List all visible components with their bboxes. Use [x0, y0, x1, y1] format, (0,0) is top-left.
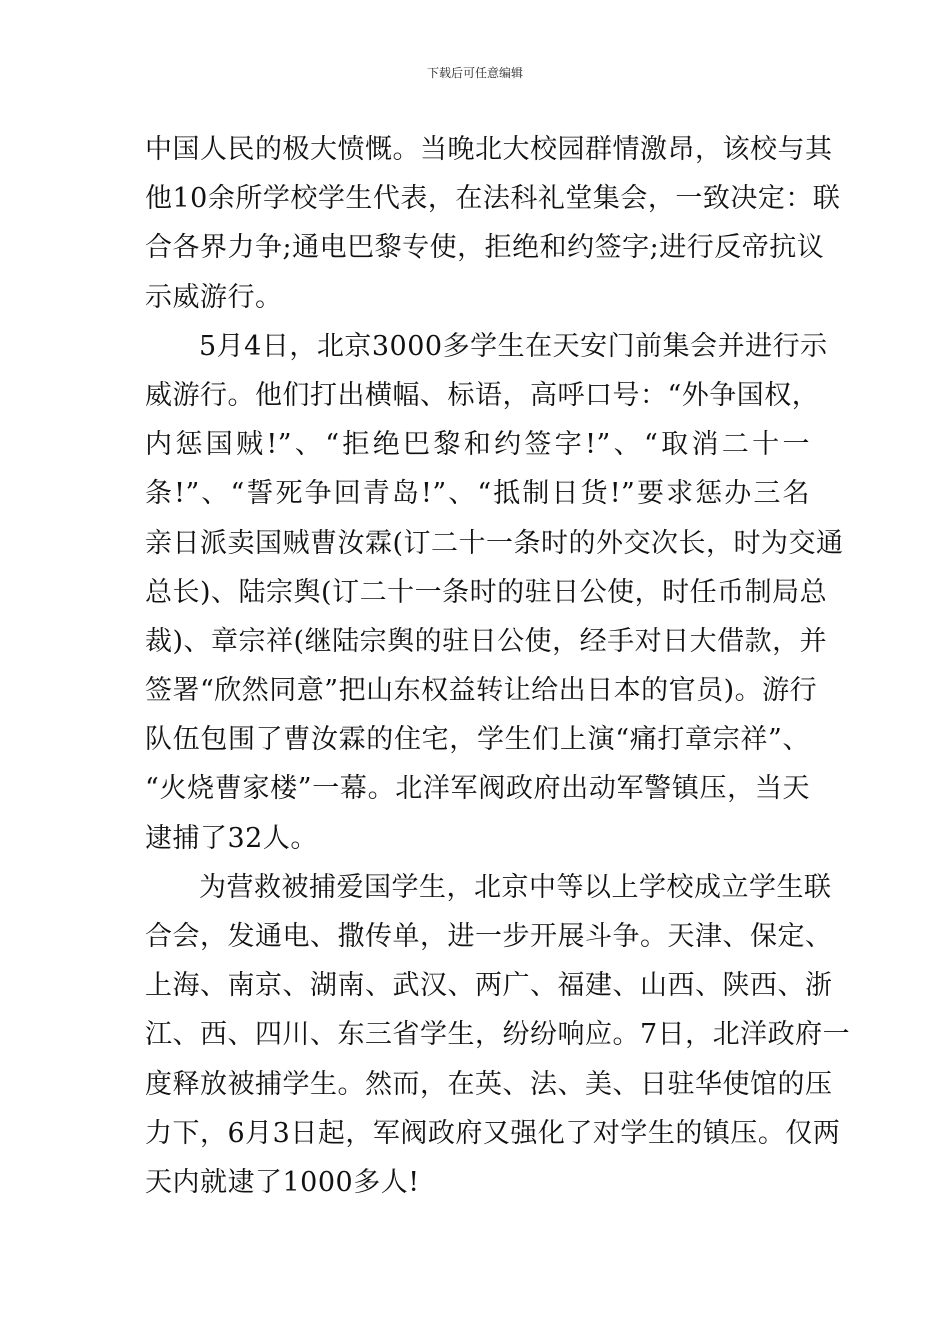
paragraph-3-line-7: 天内就逮了1000多人!: [145, 1166, 420, 1198]
paragraph-1-line-2: 他10余所学校学生代表，在法科礼堂集会，一致决定：联: [145, 183, 841, 215]
paragraph-2-line-10: “火烧曹家楼”一幕。北洋军阀政府出动军警镇压，当天: [145, 773, 810, 805]
paragraph-2-line-9: 队伍包围了曹汝霖的住宅，学生们上演“痛打章宗祥”、: [145, 724, 810, 756]
paragraph-3-line-5: 度释放被捕学生。然而，在英、法、美、日驻华使馆的压: [145, 1068, 833, 1100]
paragraph-3-line-4: 江、西、四川、东三省学生，纷纷响应。7日，北洋政府一: [145, 1019, 851, 1051]
document-body: [145, 125, 851, 1207]
page-header: 下载后可任意编辑: [426, 66, 523, 80]
paragraph-2-line-5: 亲日派卖国贼曹汝霖(订二十一条时的外交次长，时为交通: [145, 527, 844, 559]
paragraph-2-line-8: 签署“欣然同意”把山东权益转让给出日本的官员)。游行: [145, 675, 818, 707]
paragraph-1-line-4: 示威游行。: [145, 281, 283, 313]
paragraph-3-line-3: 上海、南京、湖南、武汉、两广、福建、山西、陕西、浙: [145, 970, 833, 1002]
paragraph-3-line-6: 力下，6月3日起，军阀政府又强化了对学生的镇压。仅两: [145, 1117, 841, 1149]
paragraph-2-line-3: 内惩国贼!”、“拒绝巴黎和约签字!”、“取消二十一: [145, 429, 810, 461]
paragraph-1-line-3: 合各界力争;通电巴黎专使，拒绝和约签字;进行反帝抗议: [145, 232, 825, 264]
paragraph-2-line-1: 5月4日，北京3000多学生在天安门前集会并进行示: [199, 330, 828, 362]
paragraph-2-line-2: 威游行。他们打出横幅、标语，高呼口号：“外争国权，: [145, 379, 820, 411]
paragraph-1-line-1: 中国人民的极大愤慨。当晚北大校园群情激昂，该校与其: [145, 134, 833, 165]
paragraph-3-line-1: 为营救被捕爱国学生，北京中等以上学校成立学生联: [199, 871, 832, 903]
paragraph-2-line-6: 总长)、陆宗舆(订二十一条时的驻日公使，时任币制局总: [145, 576, 828, 608]
paragraph-2-line-11: 逮捕了32人。: [145, 822, 318, 854]
paragraph-2-line-4: 条!”、“誓死争回青岛!”、“抵制日货!”要求惩办三名: [145, 478, 810, 510]
paragraph-2-line-7: 裁)、章宗祥(继陆宗舆的驻日公使，经手对日大借款，并: [145, 625, 828, 657]
paragraph-3-line-2: 合会，发通电、撒传单，进一步开展斗争。天津、保定、: [145, 921, 833, 952]
